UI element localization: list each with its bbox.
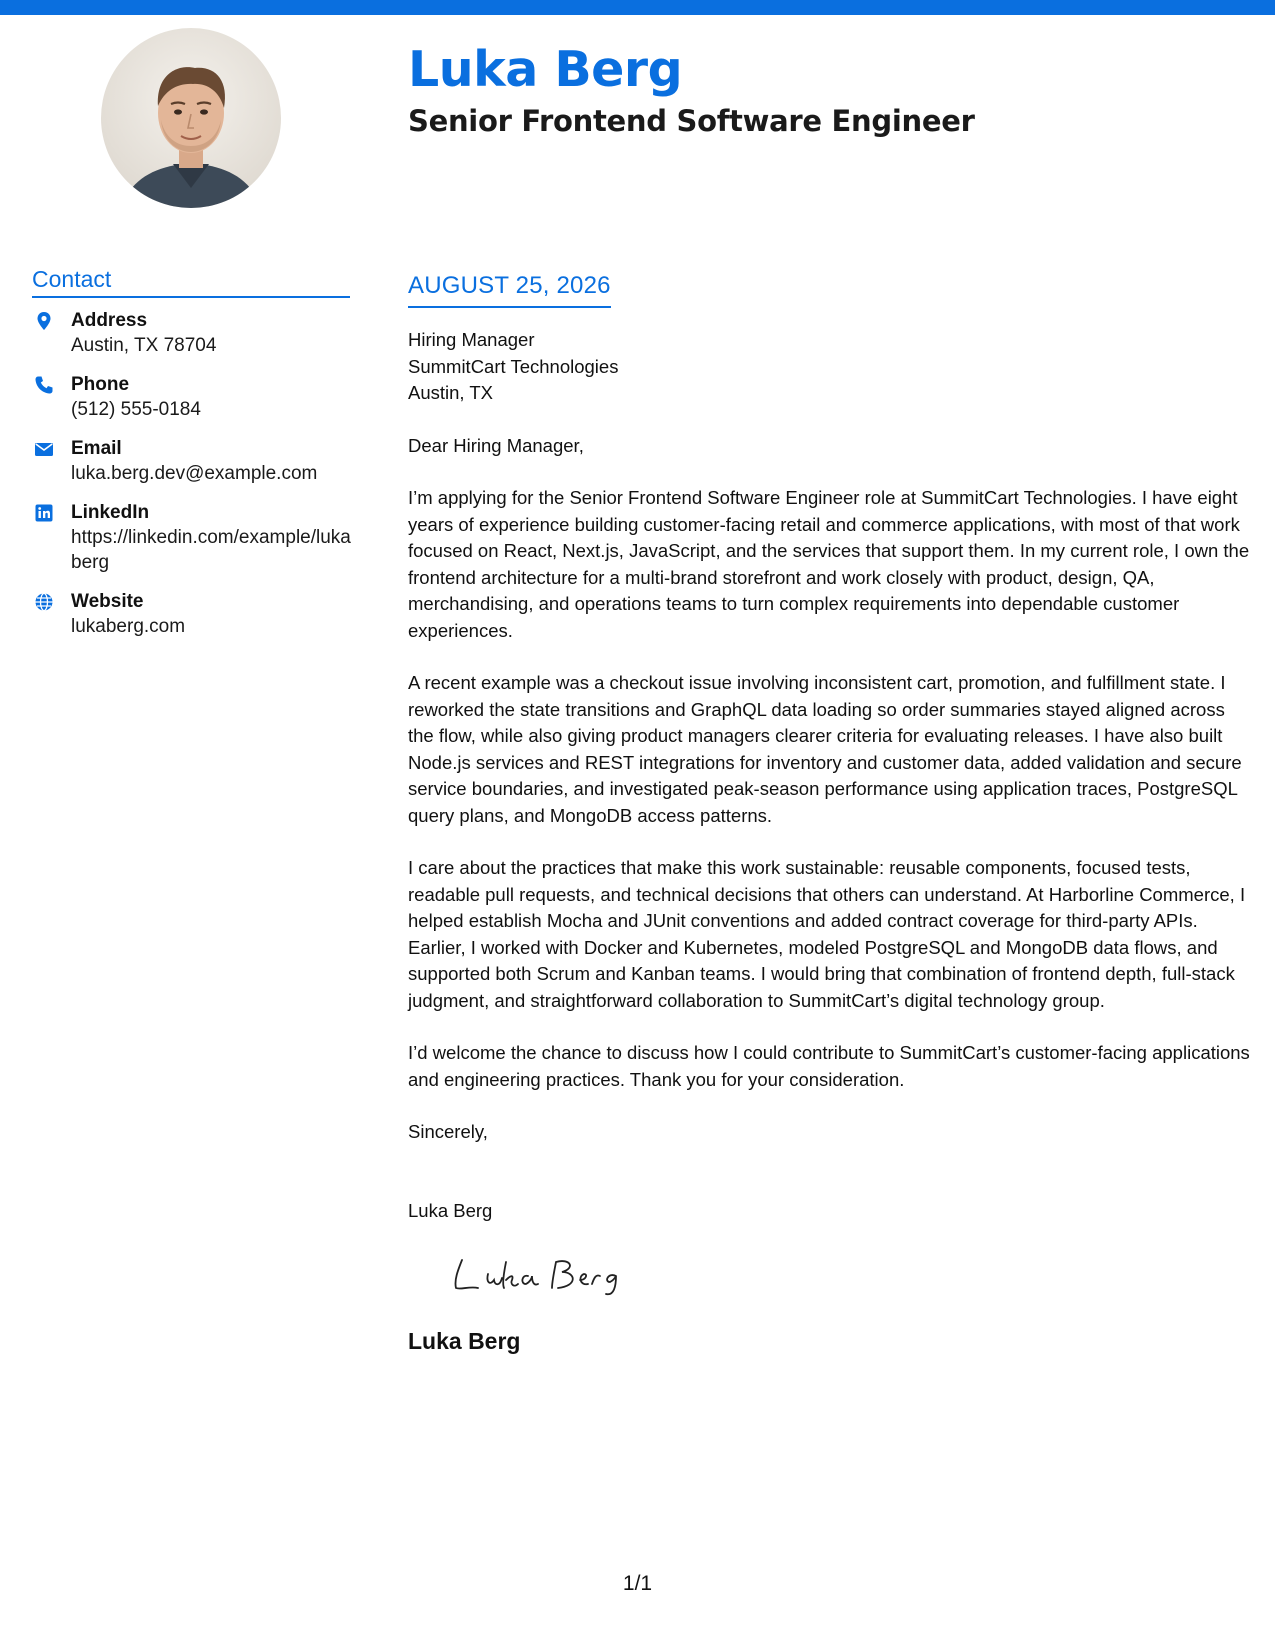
recipient-line: Hiring Manager [408, 329, 535, 350]
body-paragraph: I’m applying for the Senior Frontend Software Engineer role at SummitCart Technologies. I have eight years of experience building customer-facing retail and commerce applications, with most of that work focused on React, Next.js, JavaScript, and the services that support them. In my current role, I own the frontend architecture for a multi-brand storefront and work closely with product, design, QA, merchandising, and operations teams to turn complex requirements into dependable customer experiences. [408, 487, 1250, 641]
job-title: Senior Frontend Software Engineer [408, 104, 975, 138]
contact-website [32, 589, 352, 639]
email-label: Email [71, 438, 122, 459]
website-value[interactable]: lukaberg.com [71, 616, 186, 637]
phone-label: Phone [71, 374, 130, 395]
closing: Sincerely, [408, 1121, 488, 1142]
page-number: 1/1 [622, 1572, 653, 1595]
contact-linkedin [32, 500, 352, 575]
contact-address [32, 308, 352, 358]
map-pin-icon [34, 311, 54, 331]
contact-heading: Contact [32, 264, 350, 298]
globe-icon [34, 592, 54, 612]
phone-icon [34, 375, 54, 395]
letter-body [408, 327, 1250, 1356]
address-value: Austin, TX 78704 [71, 335, 217, 356]
linkedin-icon [34, 503, 54, 523]
linkedin-value[interactable]: https://linkedin.com/example/lukaberg [71, 527, 351, 573]
address-label: Address [71, 310, 148, 331]
email-value[interactable]: luka.berg.dev@example.com [71, 463, 318, 484]
contact-email [32, 436, 352, 486]
letter-date: AUGUST 25, 2026 [408, 270, 611, 308]
handwritten-signature [448, 1250, 648, 1300]
candidate-name: Luka Berg [408, 41, 683, 98]
body-paragraph: I’d welcome the chance to discuss how I could contribute to SummitCart’s customer-facing applications and engineering practices. Thank you for your consideration. [408, 1042, 1250, 1090]
signature-name: Luka Berg [408, 1328, 521, 1354]
linkedin-label: LinkedIn [71, 502, 150, 523]
recipient-block [408, 327, 1250, 407]
contact-list [32, 308, 352, 653]
envelope-icon [34, 439, 54, 459]
recipient-line: SummitCart Technologies [408, 355, 619, 377]
phone-value: (512) 555-0184 [71, 399, 201, 420]
body-paragraph: A recent example was a checkout issue involving inconsistent cart, promotion, and fulfillment state. I reworked the state transitions and GraphQL data loading so order summaries stayed aligned across the flow, while also giving product managers clearer criteria for evaluating releases. I have also built Node.js services and REST integrations for inventory and customer data, added validation and secure service boundaries, and investigated peak-season performance using application traces, PostgreSQL query plans, and MongoDB access patterns. [408, 672, 1242, 826]
body-paragraph: I care about the practices that make this work sustainable: reusable components, focused tests, readable pull requests, and technical decisions that others can understand. At Harborline Commerce, I helped establish Mocha and JUnit conventions and added contract coverage for third-party APIs. Earlier, I worked with Docker and Kubernetes, modeled PostgreSQL and MongoDB data flows, and supported both Scrum and Kanban teams. I would bring that combination of frontend depth, full-stack judgment, and straightforward collaboration to SummitCart’s digital technology group. [408, 857, 1246, 1011]
recipient-line: Austin, TX [408, 382, 494, 403]
contact-phone [32, 372, 352, 422]
profile-photo [101, 28, 281, 208]
website-label: Website [71, 591, 144, 612]
closing-name: Luka Berg [408, 1199, 493, 1221]
top-accent-bar [0, 0, 1275, 15]
salutation: Dear Hiring Manager, [408, 434, 584, 456]
